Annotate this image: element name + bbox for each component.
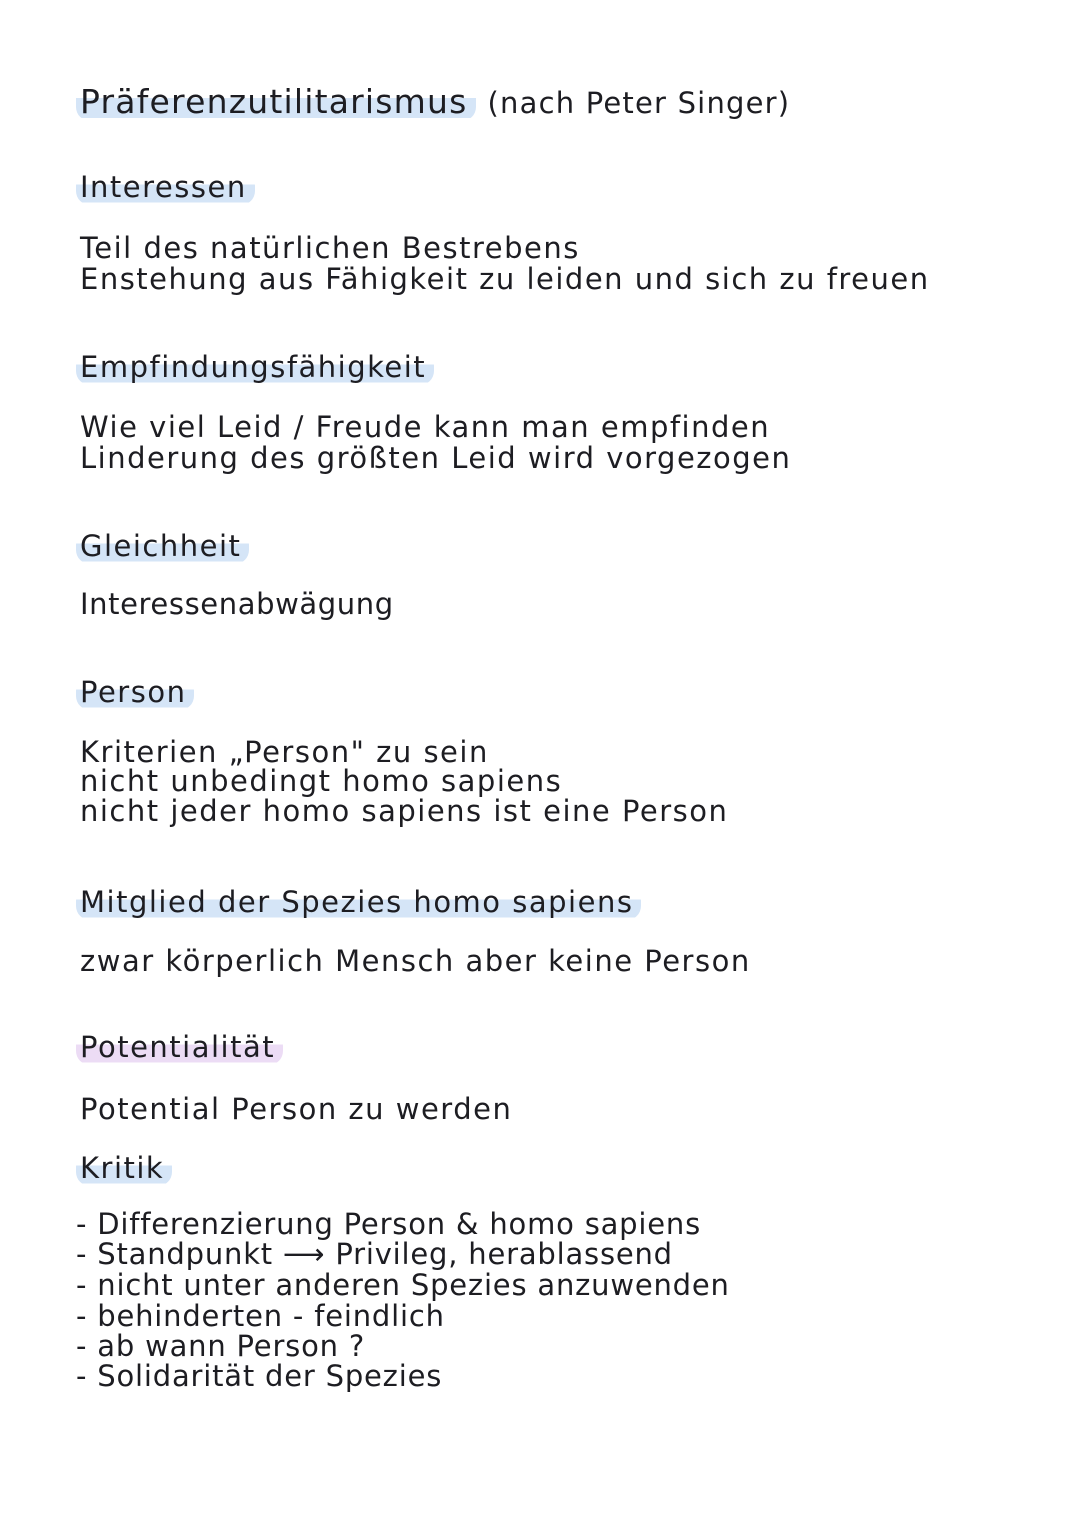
text-line: Potential Person zu werden: [80, 1092, 513, 1126]
heading-mitglied-der-spezies: Mitglied der Spezies homo sapiens: [80, 887, 641, 920]
text-line: Wie viel Leid / Freude kann man empfinden: [80, 410, 771, 444]
text-line: Teil des natürlichen Bestrebens: [80, 231, 580, 265]
heading-person: Person: [80, 677, 194, 710]
heading-interessen: Interessen: [80, 172, 255, 205]
list-item: - behinderten - feindlich: [76, 1299, 445, 1333]
list-item: - nicht unter anderen Spezies anzuwenden: [76, 1268, 730, 1302]
text-line: nicht unbedingt homo sapiens: [80, 764, 563, 798]
title-attribution: (nach Peter Singer): [487, 86, 791, 120]
heading-potentialitaet: Potentialität: [80, 1032, 283, 1065]
text-line: zwar körperlich Mensch aber keine Person: [80, 944, 751, 978]
text-line: nicht jeder homo sapiens ist eine Person: [80, 794, 729, 828]
list-item: - ab wann Person ?: [76, 1329, 366, 1363]
page-title: [80, 84, 790, 121]
list-item: - Differenzierung Person & homo sapiens: [76, 1207, 701, 1241]
text-line: Kriterien „Person" zu sein: [80, 735, 489, 769]
text-line: Enstehung aus Fähigkeit zu leiden und sich zu freuen: [80, 262, 930, 296]
heading-kritik: Kritik: [80, 1153, 172, 1186]
list-item: - Solidarität der Spezies: [76, 1359, 443, 1393]
text-line: Linderung des größten Leid wird vorgezogen: [80, 441, 792, 475]
text-line: Interessenabwägung: [80, 587, 394, 621]
list-item: - Standpunkt ⟶ Privileg, herablassend: [76, 1237, 673, 1271]
heading-empfindungsfaehigkeit: Empfindungsfähigkeit: [80, 352, 434, 385]
heading-gleichheit: Gleichheit: [80, 531, 249, 564]
title-main: Präferenzutilitarismus: [76, 84, 476, 121]
